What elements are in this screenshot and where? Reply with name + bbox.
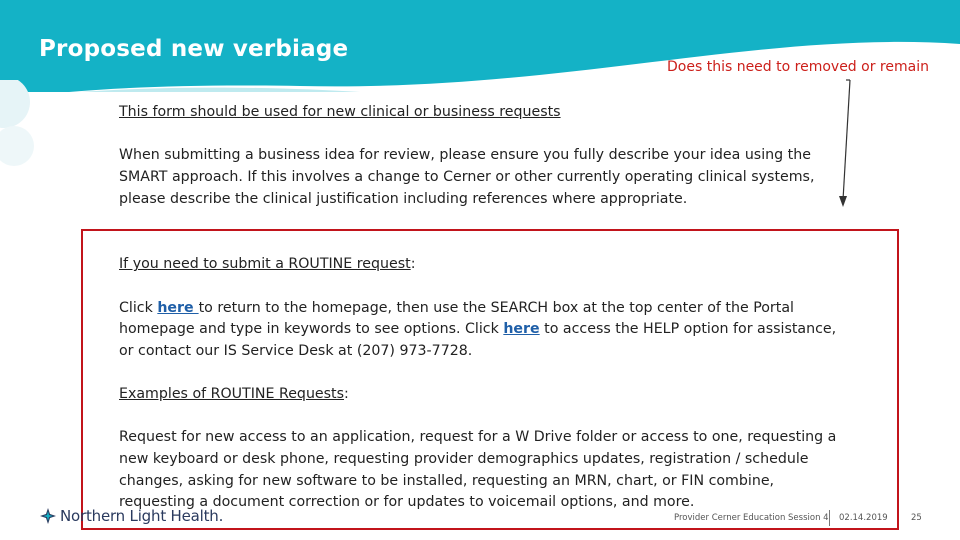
footer-divider — [829, 510, 830, 526]
routine-text-a: Click — [119, 299, 158, 316]
routine-heading-colon: : — [410, 256, 416, 273]
page-title: Proposed new verbiage — [39, 36, 349, 62]
intro-body: When submitting a business idea for review, please ensure you fully describe your idea using the SMART approach. If this involves a change to Cerner or other currently operating clinical systems, please describe the clinical justification including references where appropriate. — [119, 147, 815, 207]
homepage-link[interactable]: here — [157, 299, 199, 316]
footer-session: Provider Cerner Education Session 4 — [674, 513, 829, 523]
footer-logo — [40, 507, 223, 525]
routine-text-b: to return to the homepage, then use the SEARCH box at the top center of the Portal homepage and type in keywords to see options. Click — [119, 299, 794, 338]
highlight-box — [81, 229, 899, 530]
intro-heading: This form should be used for new clinical or business requests — [119, 104, 561, 120]
page-number: 25 — [911, 513, 922, 523]
help-link[interactable]: here — [503, 321, 540, 338]
examples-body: Request for new access to an application, request for a W Drive folder or access to one, requesting a new keyboard or desk phone, requesting provider demographics updates, registration / schedule changes, asking for new software to be installed, requesting an MRN, chart, or FIN combine, requesting a document correction or for updates to voicemail options, and more. — [119, 429, 837, 511]
routine-heading: If you need to submit a ROUTINE request — [119, 256, 411, 273]
annotation-note: Does this need to removed or remain — [667, 59, 929, 75]
routine-text-c: to access the HELP option for assistance, or contact our IS Service Desk at (207) 973-7728. — [119, 321, 837, 359]
footer-date: 02.14.2019 — [839, 513, 888, 523]
decorative-circles — [0, 80, 90, 170]
northern-light-star-icon — [40, 508, 56, 524]
examples-heading-colon: : — [344, 386, 349, 403]
examples-heading: Examples of ROUTINE Requests — [119, 386, 345, 403]
footer-brand: Northern Light Health. — [60, 507, 224, 525]
